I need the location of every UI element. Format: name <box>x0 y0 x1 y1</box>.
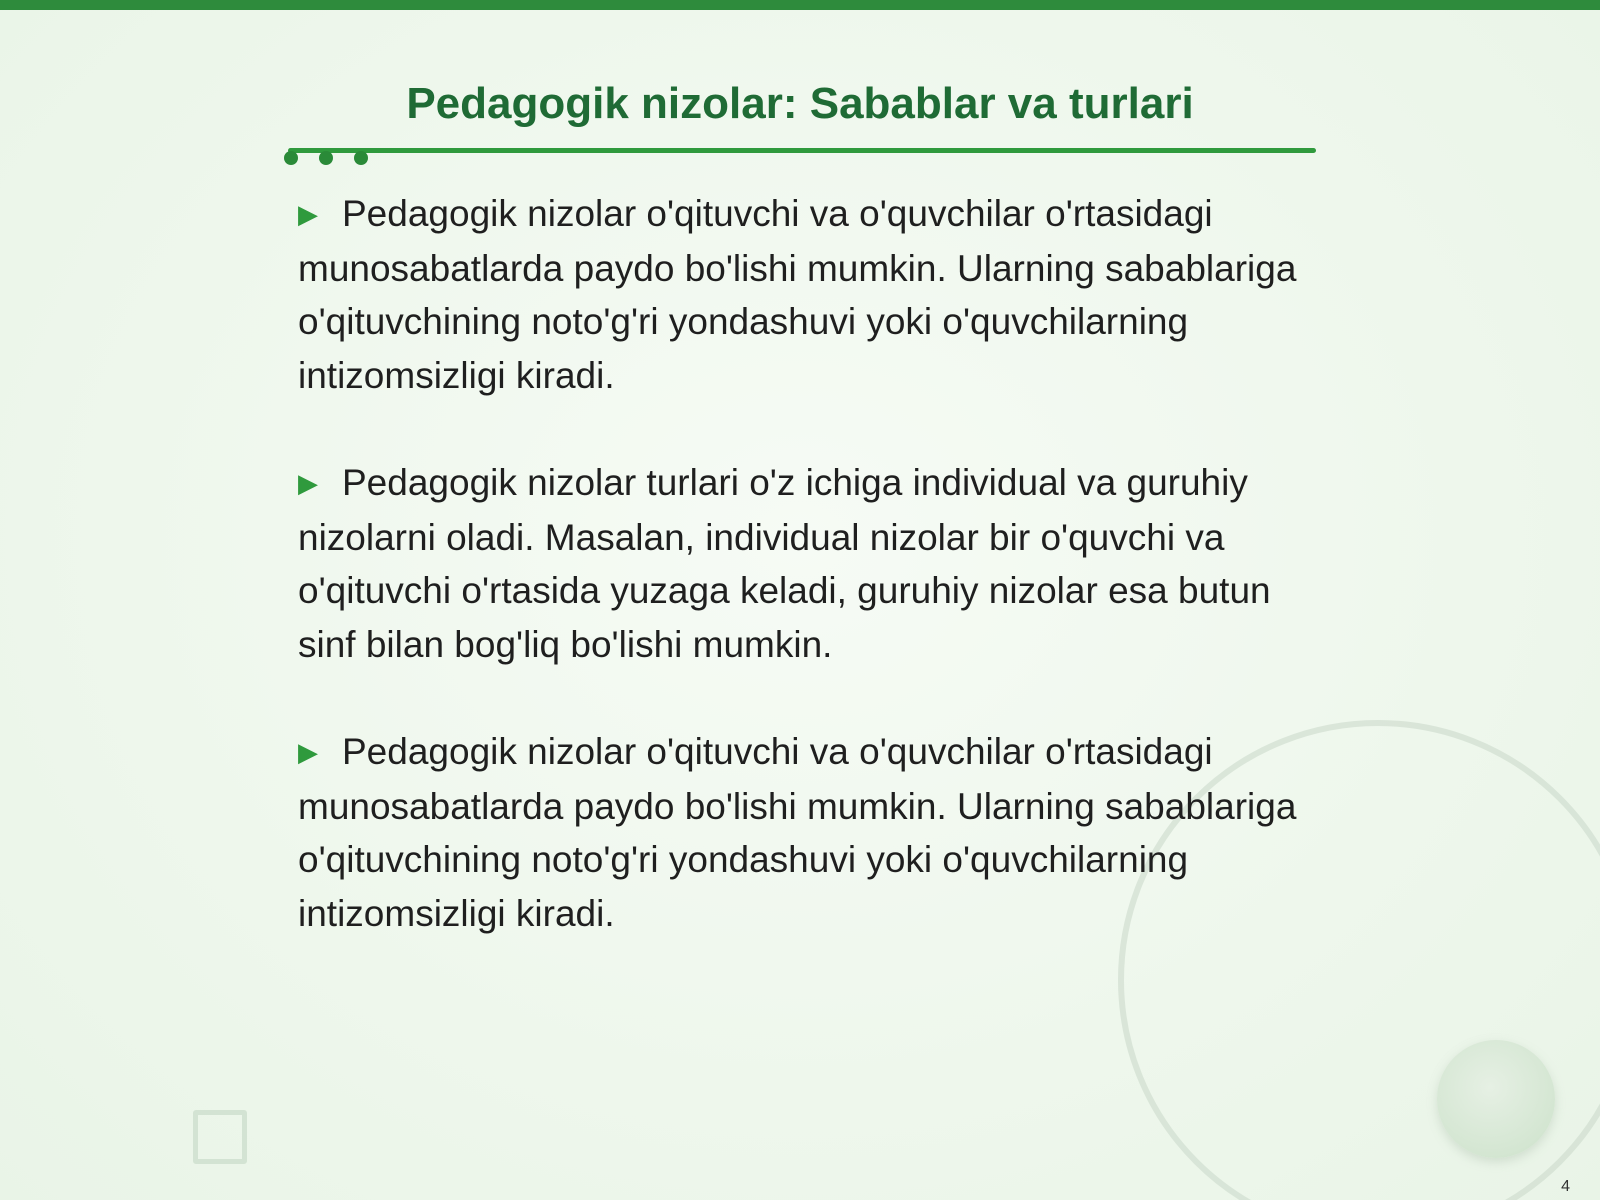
triangle-bullet-icon: ▶ <box>298 468 318 498</box>
bullet-text: Pedagogik nizolar o'qituvchi va o'quvchilar o'rtasidagi munosabatlarda paydo bo'lishi mumkin. Ularning sabablariga o'qituvchining noto'g'ri yondashuvi yoki o'quvchilarning intizomsizligi kiradi. <box>298 731 1297 934</box>
underline-dot <box>319 151 333 165</box>
decorative-square <box>193 1110 247 1164</box>
triangle-bullet-icon: ▶ <box>298 199 318 229</box>
bullet-item <box>298 187 1298 402</box>
bullet-text: Pedagogik nizolar turlari o'z ichiga individual va guruhiy nizolarni oladi. Masalan, individual nizolar bir o'quvchi va o'qituvchi o'rtasida yuzaga keladi, guruhiy nizolar esa butun sinf bilan bog'liq bo'lishi mumkin. <box>298 462 1271 665</box>
underline-dot <box>354 151 368 165</box>
bullet-item <box>298 725 1298 940</box>
underline-dot <box>284 151 298 165</box>
triangle-bullet-icon: ▶ <box>298 737 318 767</box>
decorative-circle <box>1437 1040 1555 1158</box>
page-number: 4 <box>1561 1178 1570 1195</box>
bullet-item <box>298 456 1298 671</box>
bullet-text: Pedagogik nizolar o'qituvchi va o'quvchilar o'rtasidagi munosabatlarda paydo bo'lishi mumkin. Ularning sabablariga o'qituvchining noto'g'ri yondashuvi yoki o'quvchilarning intizomsizligi kiradi. <box>298 193 1297 396</box>
title-underline <box>288 148 1316 153</box>
top-accent-bar <box>0 0 1600 10</box>
bullet-list <box>298 187 1298 994</box>
slide-title: Pedagogik nizolar: Sabablar va turlari <box>406 79 1194 128</box>
